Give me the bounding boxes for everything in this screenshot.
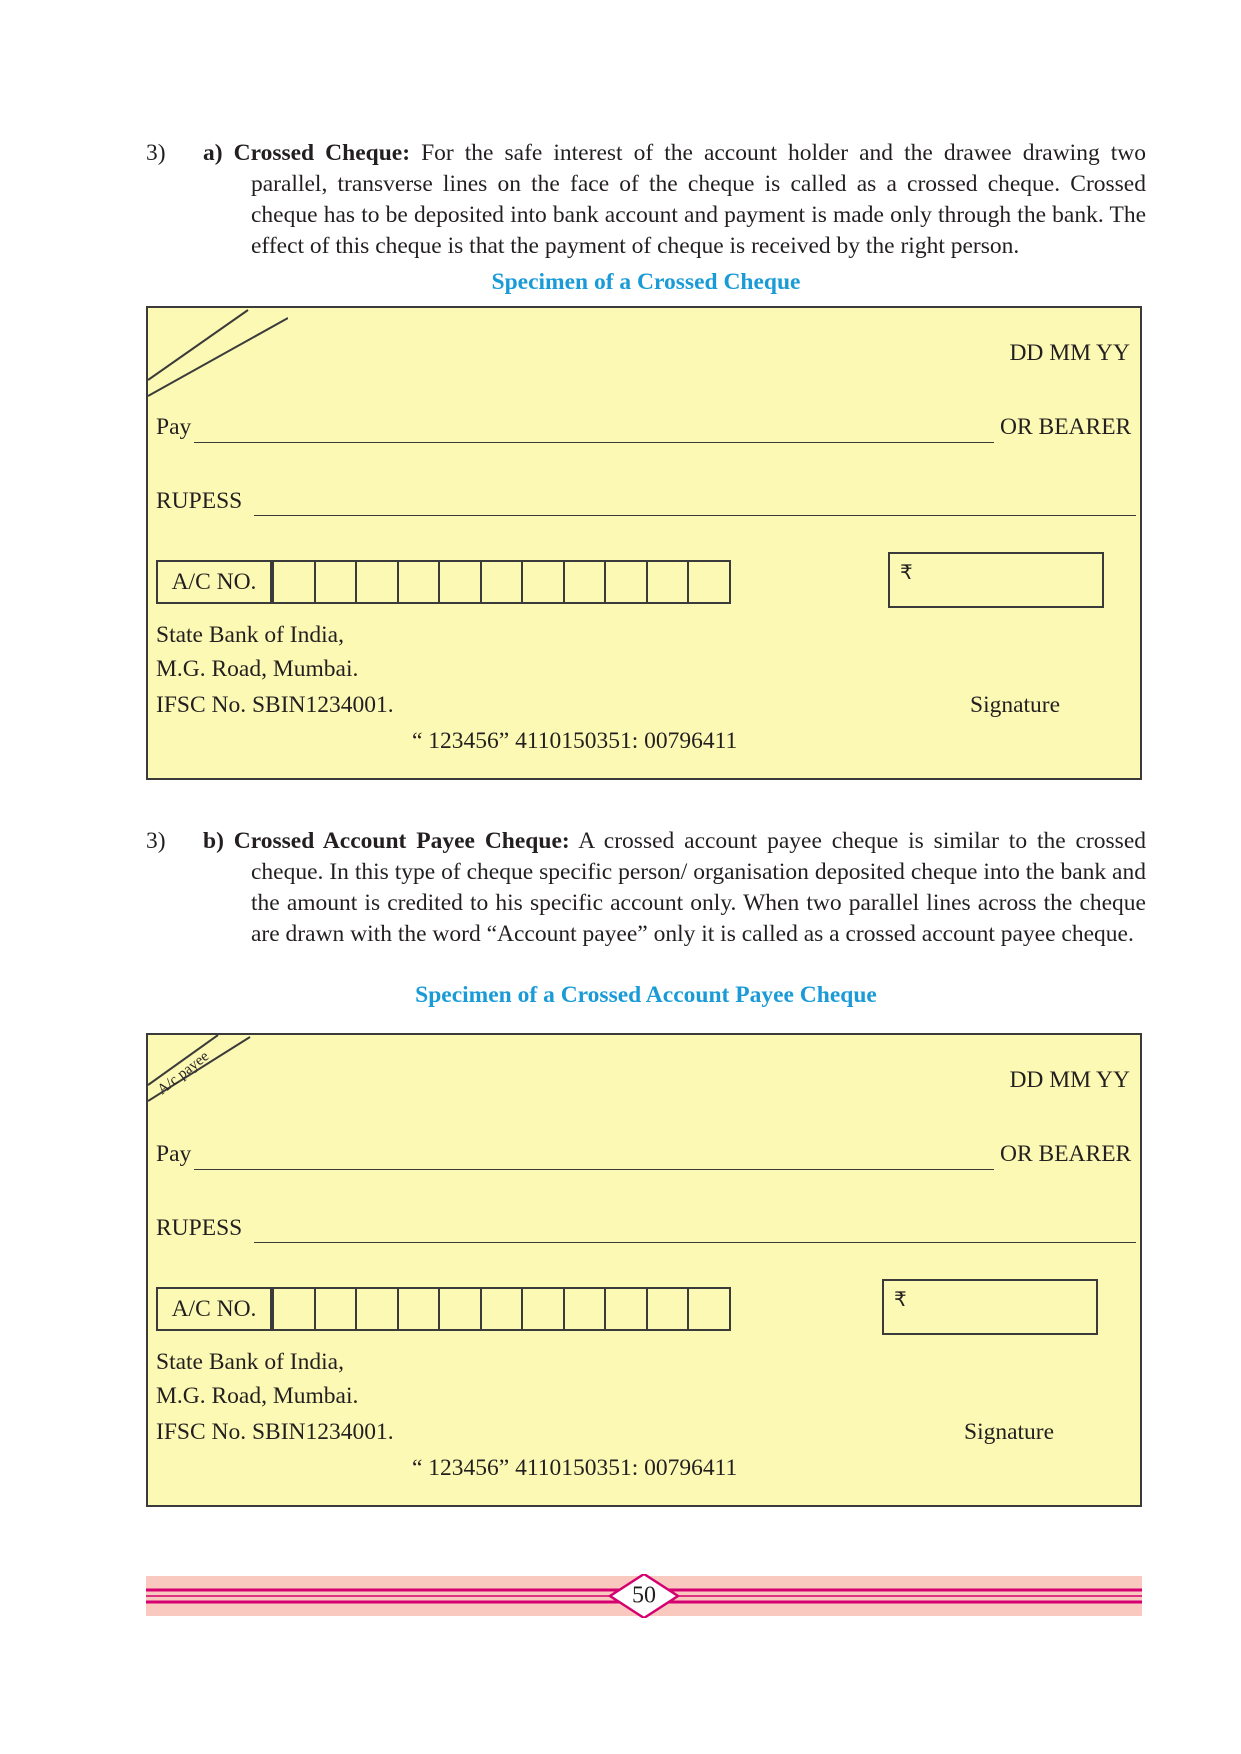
payee-line [194,1169,994,1170]
crossing-text: A/c payee [154,1048,213,1099]
bank-address: M.G. Road, Mumbai. [156,1383,359,1409]
account-digit-cell [314,1289,356,1329]
rupee-icon: ₹ [894,1287,907,1311]
account-digit-cell [687,1289,729,1329]
account-payee-cheque-specimen [146,1033,1142,1507]
paragraph-text: A crossed account payee cheque is similar to the crossed cheque. In this type of cheque specific person/ organisation deposited cheque into the bank and the amount is credited to his specific account only. When two parallel lines across the cheque are drawn with the word “Account payee” only it is called as a crossed account payee cheque. [251,828,1146,947]
crossing-lines [148,308,288,398]
account-digit-cell [397,562,439,602]
caption-account-payee-cheque: Specimen of a Crossed Account Payee Cheque [415,982,877,1008]
account-number-box [156,1287,731,1331]
paragraph-body [203,138,1146,262]
bank-name: State Bank of India, [156,1349,344,1375]
account-digit-cell [355,562,397,602]
account-digit-cell [314,562,356,602]
account-digit-cell [646,562,688,602]
account-digit-cell [563,562,605,602]
account-digit-cell [480,1289,522,1329]
signature-label: Signature [970,692,1061,718]
account-digit-cell [397,1289,439,1329]
ifsc-code: IFSC No. SBIN1234001. [156,1419,394,1445]
account-digit-cell [272,1289,314,1329]
crossed-cheque-specimen [146,306,1142,780]
date-field: DD MM YY [1009,1067,1130,1093]
payee-line [194,442,994,443]
amount-box [888,552,1104,608]
amount-box [882,1279,1098,1335]
bank-address: M.G. Road, Mumbai. [156,656,359,682]
micr-line: “ 123456” 4110150351: 00796411 [412,728,738,754]
rupees-line [254,1242,1136,1243]
paragraph-crossed-cheque [146,138,1146,262]
account-payee-crossing [148,1035,258,1105]
account-digit-cell [355,1289,397,1329]
signature-label: Signature [964,1419,1055,1445]
account-number-label: A/C NO. [158,1289,272,1329]
account-number-box [156,560,731,604]
pay-label: Pay [156,414,192,440]
account-digit-cell [604,1289,646,1329]
term-heading: a) Crossed Cheque: [203,140,411,166]
rupee-icon: ₹ [900,560,913,584]
page-number: 50 [632,1582,656,1609]
paragraph-text: For the safe interest of the account holder and the drawee drawing two parallel, transverse lines on the face of the cheque is called as a crossed cheque. Crossed cheque has to be deposited into bank account and payment is made only through the bank. The effect of this cheque is that the payment of cheque is received by the right person. [251,140,1147,259]
account-digit-cell [687,562,729,602]
bearer-label: OR BEARER [1000,1141,1132,1167]
caption-crossed-cheque: Specimen of a Crossed Cheque [491,269,801,295]
bearer-label: OR BEARER [1000,414,1132,440]
pay-label: Pay [156,1141,192,1167]
ifsc-code: IFSC No. SBIN1234001. [156,692,394,718]
account-digit-cell [521,562,563,602]
account-digit-cell [272,562,314,602]
account-digit-cell [480,562,522,602]
micr-line: “ 123456” 4110150351: 00796411 [412,1455,738,1481]
item-number: 3) [146,140,166,166]
account-digit-cell [521,1289,563,1329]
account-digit-cell [438,562,480,602]
rupees-line [254,515,1136,516]
paragraph-body [203,826,1146,950]
paragraph-account-payee-cheque [146,826,1146,950]
account-digit-cell [604,562,646,602]
bank-name: State Bank of India, [156,622,344,648]
account-digit-cell [563,1289,605,1329]
account-digit-cell [438,1289,480,1329]
page-footer [146,1574,1142,1618]
item-number: 3) [146,828,166,854]
rupees-label: RUPESS [156,1215,243,1241]
date-field: DD MM YY [1009,340,1130,366]
account-digit-cell [646,1289,688,1329]
account-number-label: A/C NO. [158,562,272,602]
rupees-label: RUPESS [156,488,243,514]
term-heading: b) Crossed Account Payee Cheque: [203,828,570,854]
